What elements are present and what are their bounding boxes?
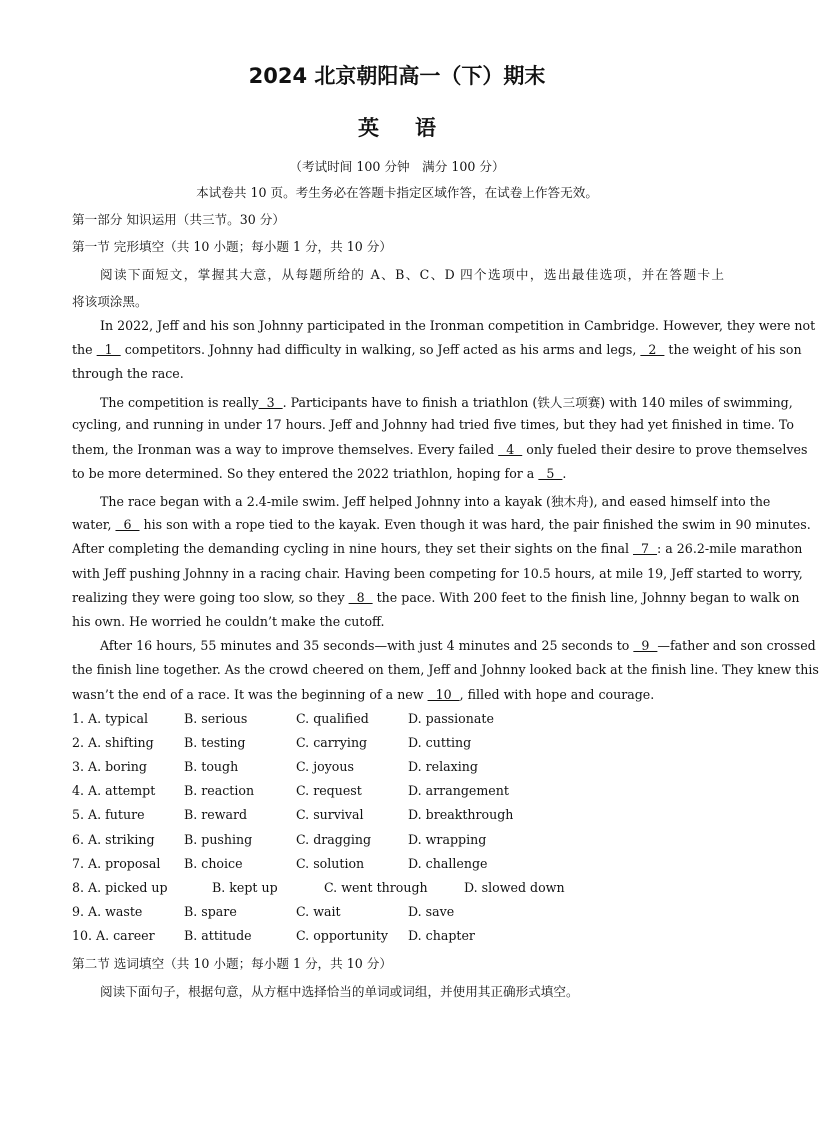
option-c: C. solution — [296, 856, 365, 871]
passage-text: The competition is really — [100, 395, 259, 410]
option-c: C. dragging — [296, 832, 372, 847]
option-d: D. relaxing — [408, 759, 478, 774]
passage-text: the pace. With 200 feet to the finish line, Johnny began to walk on — [376, 590, 800, 605]
passage-line: In 2022, Jeff and his son Johnny participated in the Ironman competition in Cambridge. However, they were not — [100, 318, 816, 333]
option-b: B. reaction — [184, 783, 255, 798]
passage-line — [72, 590, 800, 605]
passage-text: After completing the demanding cycling in nine hours, they set their sights on the final — [72, 541, 629, 556]
blank-9: 9 — [633, 638, 658, 653]
blank-8: 8 — [348, 590, 373, 605]
option-c: C. survival — [296, 807, 364, 822]
option-b: B. testing — [184, 735, 246, 750]
passage-text: . Participants have to finish a triathlon (铁人三项赛) with 140 miles of swimming, — [282, 395, 793, 410]
option-c: C. qualified — [296, 711, 369, 726]
passage-text: competitors. Johnny had difficulty in walking, so Jeff acted as his arms and legs, — [124, 342, 637, 357]
blank-5: 5 — [538, 466, 563, 481]
passage-line: the finish line together. As the crowd cheered on them, Jeff and Johnny looked back at the finish line. They knew this — [72, 662, 819, 677]
passage-line: cycling, and running in under 17 hours. Jeff and Johnny had tried five times, but they had yet finished in time. To — [72, 417, 794, 432]
passage-text: realizing they were going too slow, so they — [72, 590, 345, 605]
option-c: C. joyous — [296, 759, 354, 774]
passage-text: water, — [72, 517, 112, 532]
passage-text: them, the Ironman was a way to improve themselves. Every failed — [72, 442, 495, 457]
passage-line — [72, 687, 724, 702]
passage-line: through the race. — [72, 366, 184, 381]
option-a: 5. A. future — [72, 807, 145, 822]
option-c: C. wait — [296, 904, 341, 919]
option-a: 3. A. boring — [72, 759, 147, 774]
option-c: C. request — [296, 783, 362, 798]
passage-text: only fueled their desire to prove themselves — [526, 442, 808, 457]
option-c: C. went through — [324, 880, 428, 895]
passage-text: After 16 hours, 55 minutes and 35 seconds—with just 4 minutes and 25 seconds to — [100, 638, 630, 653]
section1-heading: 第一节 完形填空（共 10 小题；每小题 1 分，共 10 分） — [72, 239, 392, 254]
passage-text: the weight of his son — [668, 342, 802, 357]
option-a: 10. A. career — [72, 928, 155, 943]
option-d: D. chapter — [408, 928, 475, 943]
passage-text: —father and son crossed — [657, 638, 816, 653]
section2-instruction: 阅读下面句子，根据句意，从方框中选择恰当的单词或词组，并使用其正确形式填空。 — [100, 984, 579, 999]
option-b: B. pushing — [184, 832, 253, 847]
passage-text: his son with a rope tied to the kayak. Even though it was hard, the pair finished the swim in 90 minutes. — [143, 517, 811, 532]
passage-text: wasn’t the end of a race. It was the beginning of a new — [72, 687, 424, 702]
section1-instruction: 阅读下面短文，掌握其大意，从每题所给的 A、B、C、D 四个选项中，选出最佳选项，并在答题卡上 — [100, 267, 724, 282]
passage-line — [72, 392, 793, 411]
passage-text: the — [72, 342, 93, 357]
passage-line: The race began with a 2.4-mile swim. Jeff helped Johnny into a kayak (独木舟), and eased himself into the — [100, 494, 771, 509]
exam-info: （考试时间 100 分钟 满分 100 分） — [289, 159, 505, 174]
section1-instruction-cont: 将该项涂黑。 — [72, 294, 148, 309]
option-c: C. carrying — [296, 735, 368, 750]
passage-line — [72, 638, 816, 653]
blank-4: 4 — [498, 442, 523, 457]
option-a: 8. A. picked up — [72, 880, 168, 895]
option-a: 7. A. proposal — [72, 856, 161, 871]
option-b: B. serious — [184, 711, 248, 726]
option-a: 2. A. shifting — [72, 735, 154, 750]
passage-line — [72, 466, 724, 481]
exam-notice: 本试卷共 10 页。考生务必在答题卡指定区域作答，在试卷上作答无效。 — [196, 185, 598, 200]
option-c: C. opportunity — [296, 928, 388, 943]
option-a: 4. A. attempt — [72, 783, 156, 798]
option-d: D. wrapping — [408, 832, 487, 847]
option-a: 1. A. typical — [72, 711, 148, 726]
passage-line — [72, 541, 803, 556]
blank-2: 2 — [640, 342, 665, 357]
option-d: D. breakthrough — [408, 807, 514, 822]
option-a: 9. A. waste — [72, 904, 143, 919]
option-d: D. arrangement — [408, 783, 509, 798]
option-b: B. choice — [184, 856, 243, 871]
passage-text: : a 26.2-mile marathon — [657, 541, 803, 556]
option-b: B. tough — [184, 759, 239, 774]
option-d: D. challenge — [408, 856, 488, 871]
subject-title: 英语 — [358, 116, 472, 140]
passage-line — [72, 442, 808, 457]
option-d: D. slowed down — [464, 880, 565, 895]
option-b: B. reward — [184, 807, 248, 822]
passage-line — [72, 517, 811, 532]
passage-text: to be more determined. So they entered the 2022 triathlon, hoping for a — [72, 466, 535, 481]
option-d: D. passionate — [408, 711, 494, 726]
part1-heading: 第一部分 知识运用（共三节。30 分） — [72, 212, 285, 227]
option-b: B. kept up — [212, 880, 278, 895]
option-d: D. save — [408, 904, 455, 919]
option-b: B. attitude — [184, 928, 252, 943]
passage-line: his own. He worried he couldn’t make the cutoff. — [72, 614, 385, 629]
blank-10: 10 — [427, 687, 460, 702]
option-a: 6. A. striking — [72, 832, 155, 847]
passage-line: with Jeff pushing Johnny in a racing chair. Having been competing for 10.5 hours, at mile 19, Jeff started to worry, — [72, 566, 803, 581]
passage-text: , filled with hope and courage. — [459, 687, 655, 702]
blank-6: 6 — [115, 517, 140, 532]
passage-text: . — [562, 466, 567, 481]
blank-7: 7 — [633, 541, 658, 556]
option-b: B. spare — [184, 904, 237, 919]
section2-heading: 第二节 选词填空（共 10 小题；每小题 1 分，共 10 分） — [72, 956, 392, 971]
blank-1: 1 — [96, 342, 121, 357]
option-d: D. cutting — [408, 735, 472, 750]
blank-3: 3 — [258, 395, 283, 410]
passage-line — [72, 342, 802, 357]
page-title: 2024 北京朝阳高一（下）期末 — [248, 64, 546, 88]
